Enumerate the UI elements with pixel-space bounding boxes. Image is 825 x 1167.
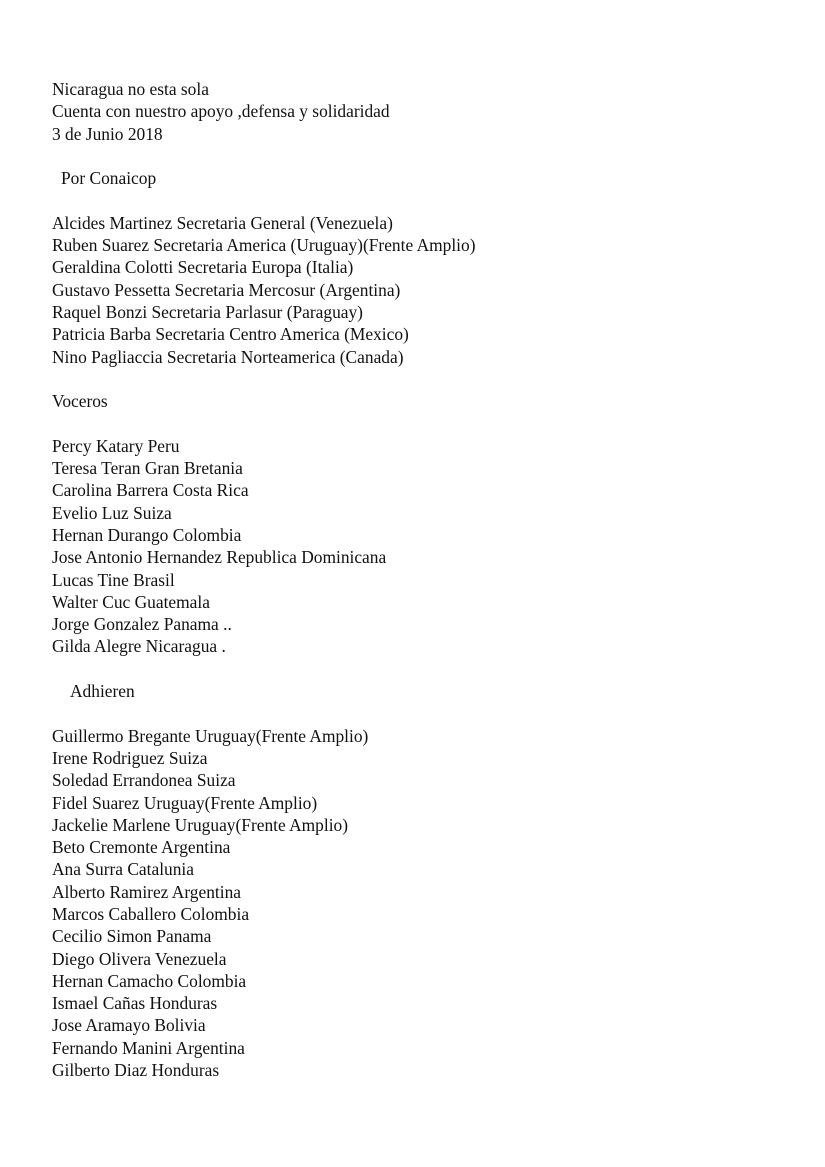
list-item: Jose Antonio Hernandez Republica Dominicana (52, 547, 387, 568)
list-item: Ana Surra Catalunia (52, 859, 194, 880)
header-line-2: Cuenta con nuestro apoyo ,defensa y solidaridad (52, 101, 390, 122)
list-item: Jackelie Marlene Uruguay(Frente Amplio) (52, 814, 349, 835)
list-item: Soledad Errandonea Suiza (52, 770, 236, 791)
spacer (52, 189, 792, 211)
voceros-list (52, 435, 792, 658)
list-item: Patricia Barba Secretaria Centro America (Mexico) (52, 324, 409, 345)
list-item: Hernan Camacho Colombia (52, 970, 247, 991)
list-item: Marcos Caballero Colombia (52, 903, 250, 924)
spacer (52, 412, 792, 434)
list-item: Ruben Suarez Secretaria America (Uruguay)(Frente Amplio) (52, 235, 476, 256)
list-item: Evelio Luz Suiza (52, 502, 172, 523)
list-item: Irene Rodriguez Suiza (52, 747, 208, 768)
adhieren-list (52, 725, 792, 1082)
header-line-1: Nicaragua no esta sola (52, 79, 209, 99)
list-item: Lucas Tine Brasil (52, 569, 175, 590)
list-item: Walter Cuc Guatemala (52, 591, 210, 612)
list-item: Gilberto Diaz Honduras (52, 1060, 220, 1081)
list-item: Carolina Barrera Costa Rica (52, 480, 249, 501)
list-item: Hernan Durango Colombia (52, 524, 242, 545)
list-item: Diego Olivera Venezuela (52, 948, 227, 969)
list-item: Guillermo Bregante Uruguay(Frente Amplio) (52, 725, 369, 746)
spacer (52, 658, 792, 680)
spacer (52, 702, 792, 724)
list-item: Gustavo Pessetta Secretaria Mercosur (Argentina) (52, 279, 401, 300)
section-heading-conaicop: Por Conaicop (61, 168, 157, 189)
conaicop-list (52, 212, 792, 368)
list-item: Ismael Cañas Honduras (52, 993, 218, 1014)
spacer (52, 368, 792, 390)
section-heading-voceros: Voceros (52, 391, 108, 412)
document-page (52, 78, 792, 1081)
list-item: Jorge Gonzalez Panama .. (52, 614, 232, 635)
list-item: Alcides Martinez Secretaria General (Venezuela) (52, 212, 393, 233)
list-item: Alberto Ramirez Argentina (52, 881, 241, 902)
list-item: Fernando Manini Argentina (52, 1037, 245, 1058)
section-heading-adhieren: Adhieren (70, 681, 135, 702)
list-item: Teresa Teran Gran Bretania (52, 458, 243, 479)
list-item: Fidel Suarez Uruguay(Frente Amplio) (52, 792, 318, 813)
list-item: Percy Katary Peru (52, 435, 180, 456)
header-date: 3 de Junio 2018 (52, 123, 163, 144)
list-item: Raquel Bonzi Secretaria Parlasur (Paraguay) (52, 301, 363, 322)
list-item: Nino Pagliaccia Secretaria Norteamerica (Canada) (52, 346, 404, 367)
list-item: Cecilio Simon Panama (52, 926, 212, 947)
list-item: Jose Aramayo Bolivia (52, 1015, 206, 1036)
list-item: Gilda Alegre Nicaragua . (52, 636, 226, 657)
list-item: Beto Cremonte Argentina (52, 837, 231, 858)
spacer (52, 145, 792, 167)
list-item: Geraldina Colotti Secretaria Europa (Italia) (52, 257, 354, 278)
